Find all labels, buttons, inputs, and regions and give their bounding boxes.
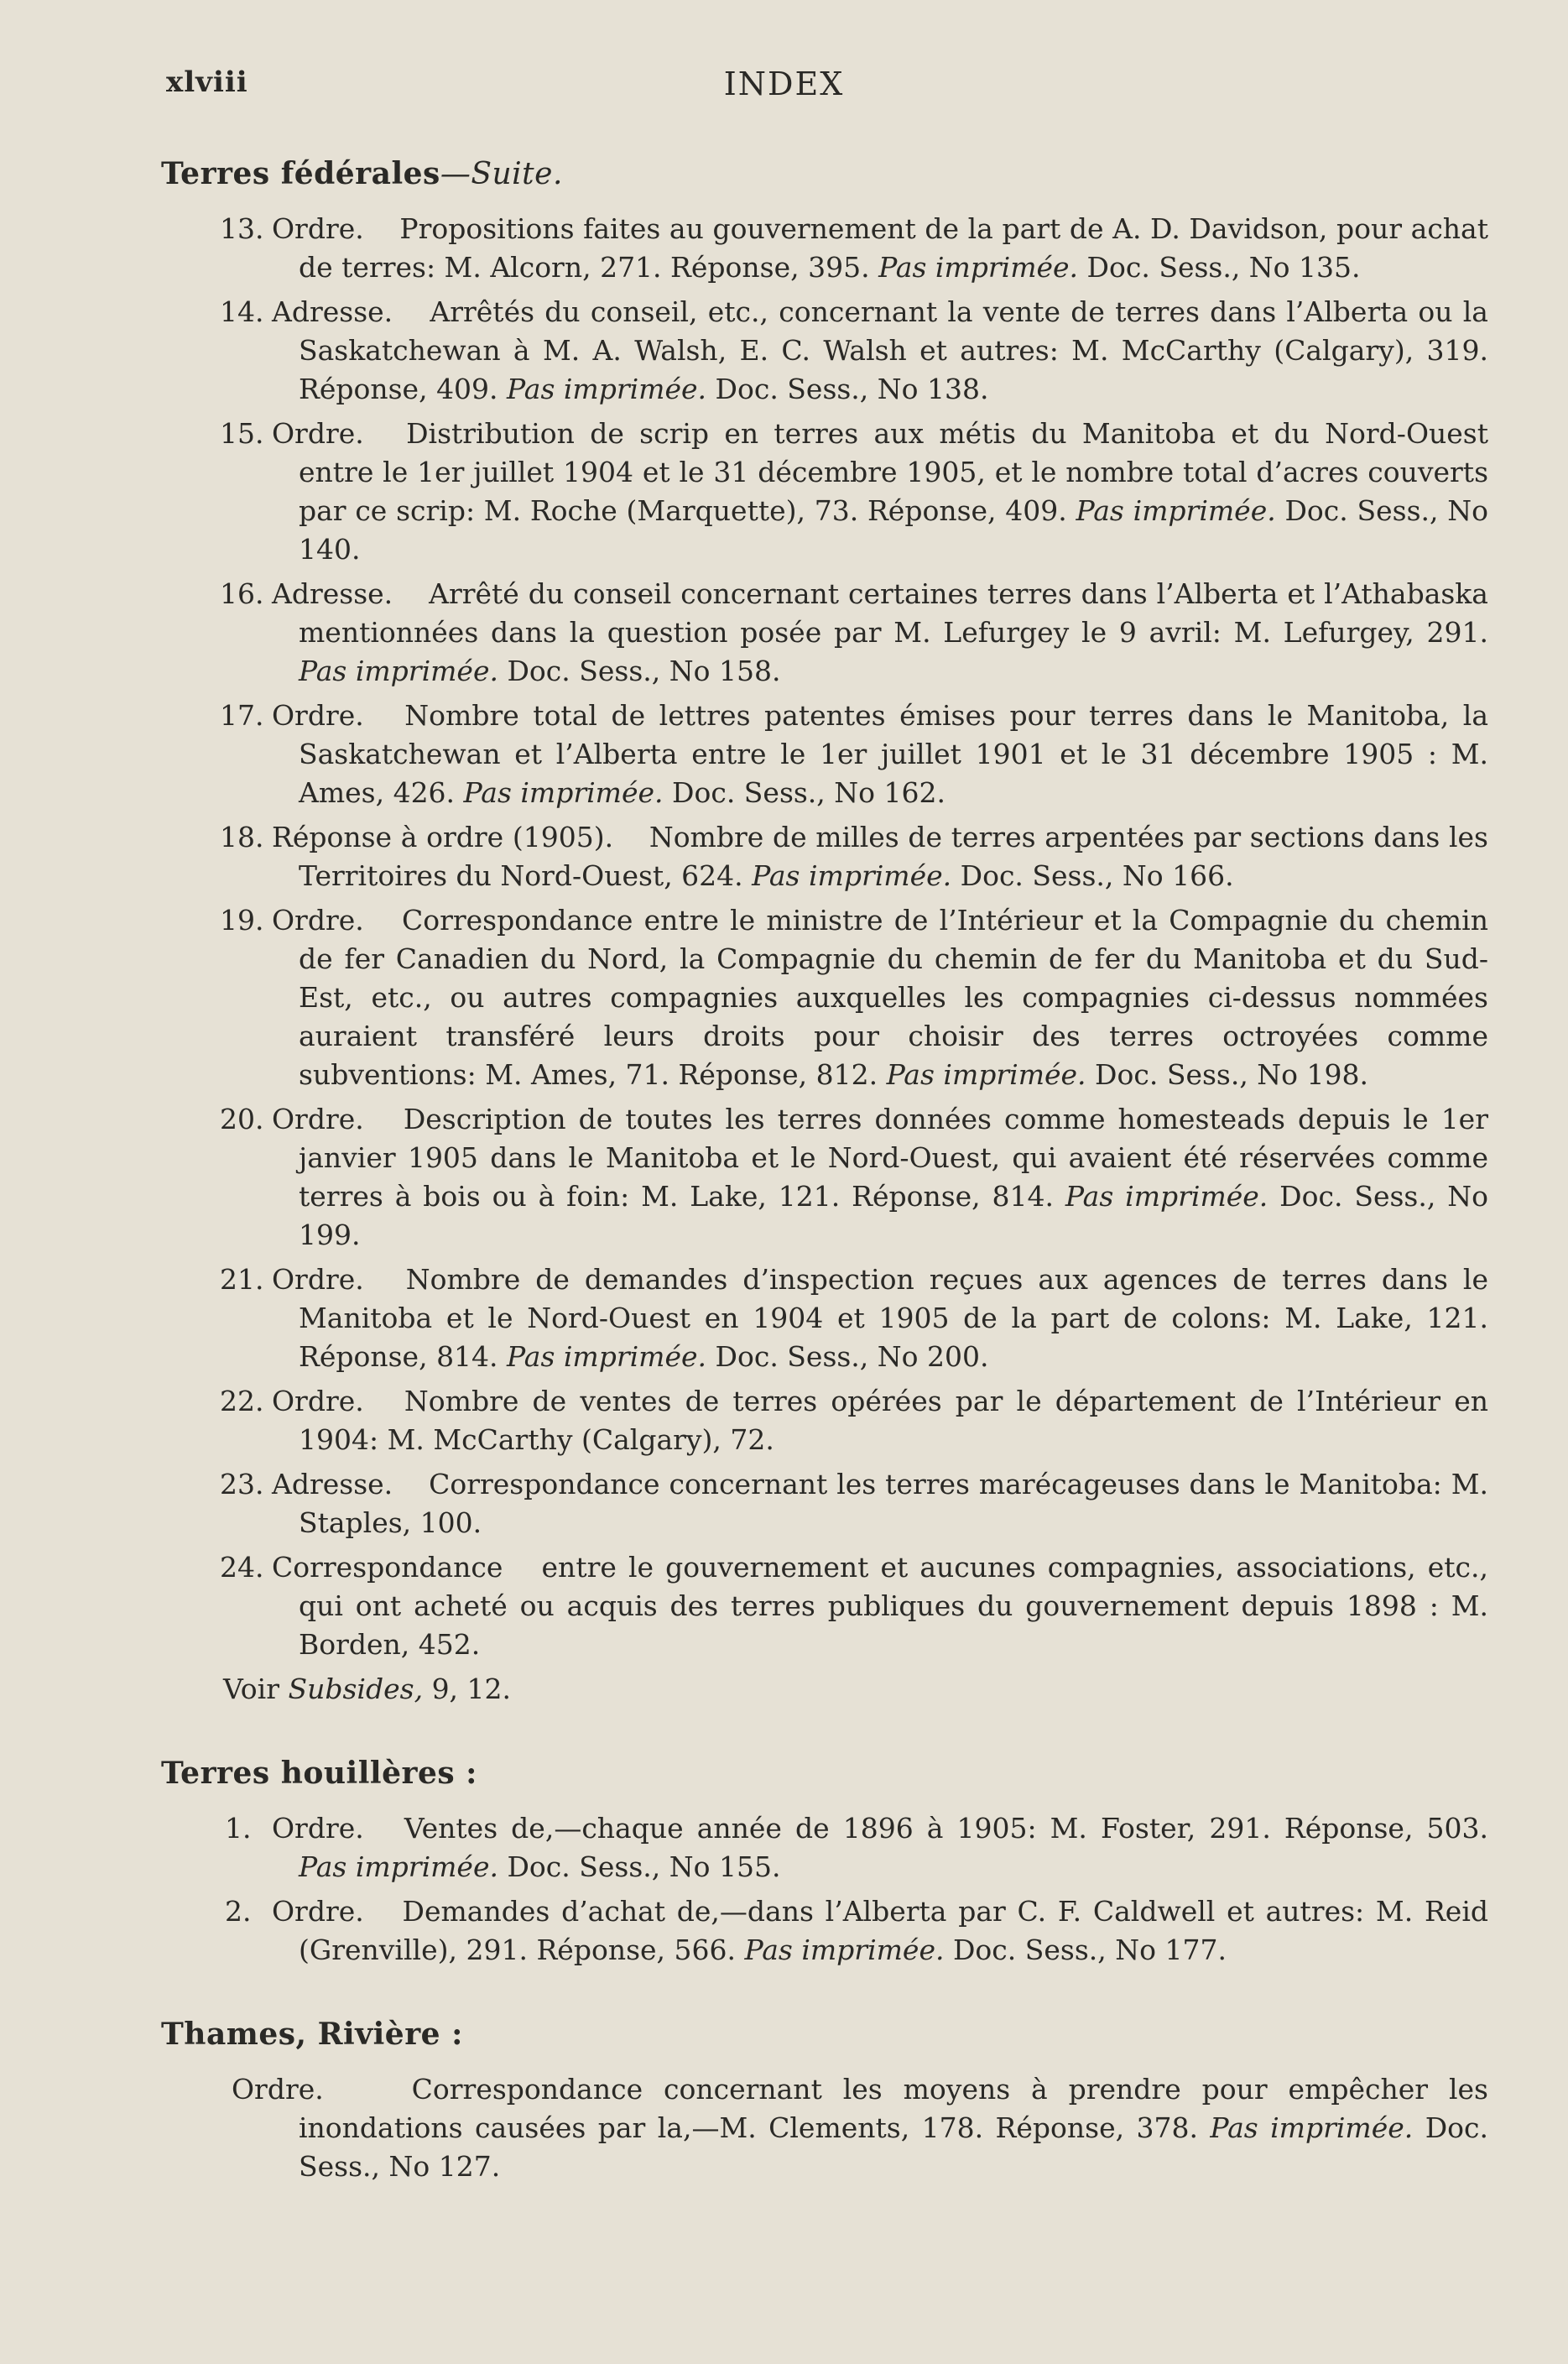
entry-doc-ref: Doc. Sess., No 135. (1086, 251, 1361, 284)
entry-number: 20. (220, 1103, 264, 1135)
entry-doc-ref: Doc. Sess., No 158. (507, 655, 781, 687)
entry-number: 22. (220, 1385, 264, 1417)
see-also-prefix: Voir (223, 1673, 279, 1705)
entry-kind: Ordre. (232, 2073, 324, 2106)
entry-text: Demandes d’achat de,—dans l’Alberta par C. F. Caldwell et autres: M. Reid (Grenville), 291. Réponse, 566. (299, 1895, 1489, 1966)
page-number: xlviii (166, 65, 248, 99)
section-heading-text: Thames, Rivière : (161, 2017, 463, 2052)
running-head (0, 65, 1568, 107)
entry-kind: Adresse. (272, 577, 393, 610)
entry-status: Pas imprimée. (1210, 2111, 1414, 2144)
entry-text: Ventes de,—chaque année de 1896 à 1905: M. Foster, 291. Réponse, 503. (404, 1812, 1488, 1845)
entry-text: entre le gouvernement et aucunes compagnies, associations, etc., qui ont acheté ou acquis des terres publiques du gouvernement depuis 1898 : M. Borden, 452. (299, 1551, 1488, 1661)
index-entry (161, 210, 1488, 287)
see-also (161, 1670, 1488, 1709)
entry-kind: Ordre. (272, 1103, 364, 1135)
entry-text: Arrêtés du conseil, etc., concernant la vente de terres dans l’Alberta ou la Saskatchewan à M. A. Walsh, E. C. Walsh et autres: M. McCarthy (Calgary), 319. Réponse, 409. (299, 295, 1488, 405)
section-heading (161, 156, 1488, 191)
entry-kind: Ordre. (272, 417, 364, 450)
entry-text: Correspondance concernant les moyens à prendre pour empêcher les inondations causées par la,—M. Clements, 178. Réponse, 378. (299, 2073, 1488, 2144)
entry-doc-ref: Doc. Sess., No 155. (507, 1850, 781, 1883)
section-heading (161, 1756, 1488, 1791)
entry-kind: Adresse. (272, 295, 393, 328)
entry-kind: Correspondance (272, 1551, 503, 1584)
entry-doc-ref: Doc. Sess., No 198. (1095, 1058, 1369, 1091)
entry-kind: Ordre. (272, 1895, 364, 1928)
index-entry (161, 697, 1488, 812)
entry-doc-ref: Doc. Sess., No 138. (715, 373, 989, 405)
index-entry (161, 1100, 1488, 1255)
entry-status: Pas imprimée. (752, 859, 952, 892)
entry-kind: Ordre. (272, 904, 364, 937)
entry-number: 1. (225, 1812, 252, 1845)
index-entry (161, 1548, 1488, 1664)
index-entry (161, 1382, 1488, 1459)
section-heading-text: Terres fédérales (161, 156, 440, 191)
entry-doc-ref: Doc. Sess., No 127. (299, 2111, 1488, 2183)
entry-status: Pas imprimée. (299, 1850, 498, 1883)
entry-kind: Réponse à ordre (1905). (272, 821, 614, 853)
entry-status: Pas imprimée. (463, 776, 664, 809)
entry-number: 16. (220, 577, 264, 610)
entry-doc-ref: Doc. Sess., No 199. (299, 1180, 1488, 1251)
entry-number: 24. (220, 1551, 264, 1584)
index-entry (161, 901, 1488, 1094)
entry-kind: Adresse. (272, 1468, 393, 1500)
entry-text: Correspondance concernant les terres marécageuses dans le Manitoba: M. Staples, 100. (299, 1468, 1488, 1539)
index-entry (161, 575, 1488, 691)
entry-doc-ref: Doc. Sess., No 200. (715, 1340, 989, 1373)
entry-number: 2. (225, 1895, 252, 1928)
entry-status: Pas imprimée. (507, 1340, 707, 1373)
entry-text: Nombre de milles de terres arpentées par sections dans les Territoires du Nord-Ouest, 624. (299, 821, 1488, 892)
section-heading (161, 2017, 1488, 2052)
entry-doc-ref: Doc. Sess., No 162. (672, 776, 945, 809)
index-entry (161, 1892, 1488, 1970)
section-heading-suffix: —Suite. (440, 157, 563, 191)
entry-status: Pas imprimée. (1076, 494, 1276, 527)
index-entry (161, 2070, 1488, 2186)
entry-kind: Ordre. (272, 1263, 364, 1296)
entry-number: 14. (220, 295, 264, 328)
entry-number: 23. (220, 1468, 264, 1500)
index-section (161, 156, 1488, 1709)
index-entry (161, 293, 1488, 409)
entry-status: Pas imprimée. (744, 1933, 945, 1966)
index-entry (161, 1465, 1488, 1542)
index-entry (161, 1260, 1488, 1376)
entry-text: Nombre total de lettres patentes émises pour terres dans le Manitoba, la Saskatchewan et l’Alberta entre le 1er juillet 1901 et le 31 décembre 1905 : M. Ames, 426. (299, 699, 1488, 809)
page-title: INDEX (723, 65, 845, 102)
entry-text: Correspondance entre le ministre de l’Intérieur et la Compagnie du chemin de fer Canadien du Nord, la Compagnie du chemin de fer du Manitoba et du Sud-Est, etc., ou autres compagnies auxquelles les compagnies ci-dessus nommées auraient transféré leurs droits pour choisir des terres octroyées comme subventions: M. Ames, 71. Réponse, 812. (299, 904, 1488, 1091)
entry-status: Pas imprimée. (1065, 1180, 1268, 1213)
entry-status: Pas imprimée. (878, 251, 1079, 284)
entry-doc-ref: Doc. Sess., No 140. (299, 494, 1488, 566)
entry-number: 15. (220, 417, 264, 450)
index-entry (161, 415, 1488, 569)
entry-kind: Ordre. (272, 699, 364, 732)
entry-status: Pas imprimée. (886, 1058, 1086, 1091)
entry-kind: Ordre. (272, 1385, 364, 1417)
entry-text: Propositions faites au gouvernement de la part de A. D. Davidson, pour achat de terres: M. Alcorn, 271. Réponse, 395. (299, 212, 1488, 284)
entry-number: 19. (220, 904, 264, 937)
entry-doc-ref: Doc. Sess., No 166. (960, 859, 1234, 892)
entry-text: Arrêté du conseil concernant certaines terres dans l’Alberta et l’Athabaska mentionnées dans la question posée par M. Lefurgey le 9 avril: M. Lefurgey, 291. (299, 577, 1488, 649)
index-entry (161, 1809, 1488, 1887)
entry-kind: Ordre. (272, 1812, 364, 1845)
section-heading-text: Terres houillères : (161, 1756, 477, 1791)
index-section (161, 1756, 1488, 1970)
entry-text: Distribution de scrip en terres aux métis du Manitoba et du Nord-Ouest entre le 1er juillet 1904 et le 31 décembre 1905, et le nombre total d’acres couverts par ce scrip: M. Roche (Marquette), 73. Réponse, 409. (299, 417, 1488, 527)
entry-text: Nombre de demandes d’inspection reçues aux agences de terres dans le Manitoba et le Nord-Ouest en 1904 et 1905 de la part de colons: M. Lake, 121. Réponse, 814. (299, 1263, 1488, 1373)
entry-kind: Ordre. (272, 212, 364, 245)
entry-doc-ref: Doc. Sess., No 177. (952, 1933, 1227, 1966)
entry-text: Nombre de ventes de terres opérées par le département de l’Intérieur en 1904: M. McCarthy (Calgary), 72. (299, 1385, 1488, 1456)
entry-number: 17. (220, 699, 264, 732)
entry-number: 21. (220, 1263, 264, 1296)
see-also-ref: Subsides, (288, 1673, 424, 1705)
index-content (161, 156, 1488, 2192)
entry-number: 18. (220, 821, 264, 853)
index-entry (161, 818, 1488, 895)
index-section (161, 2017, 1488, 2186)
entry-status: Pas imprimée. (507, 373, 707, 405)
entry-text: Description de toutes les terres données comme homesteads depuis le 1er janvier 1905 dans le Manitoba et le Nord-Ouest, qui avaient été réservées comme terres à bois ou à foin: M. Lake, 121. Réponse, 814. (299, 1103, 1488, 1213)
entry-number: 13. (220, 212, 264, 245)
entry-status: Pas imprimée. (299, 655, 498, 687)
see-also-pages: 9, 12. (431, 1673, 512, 1705)
